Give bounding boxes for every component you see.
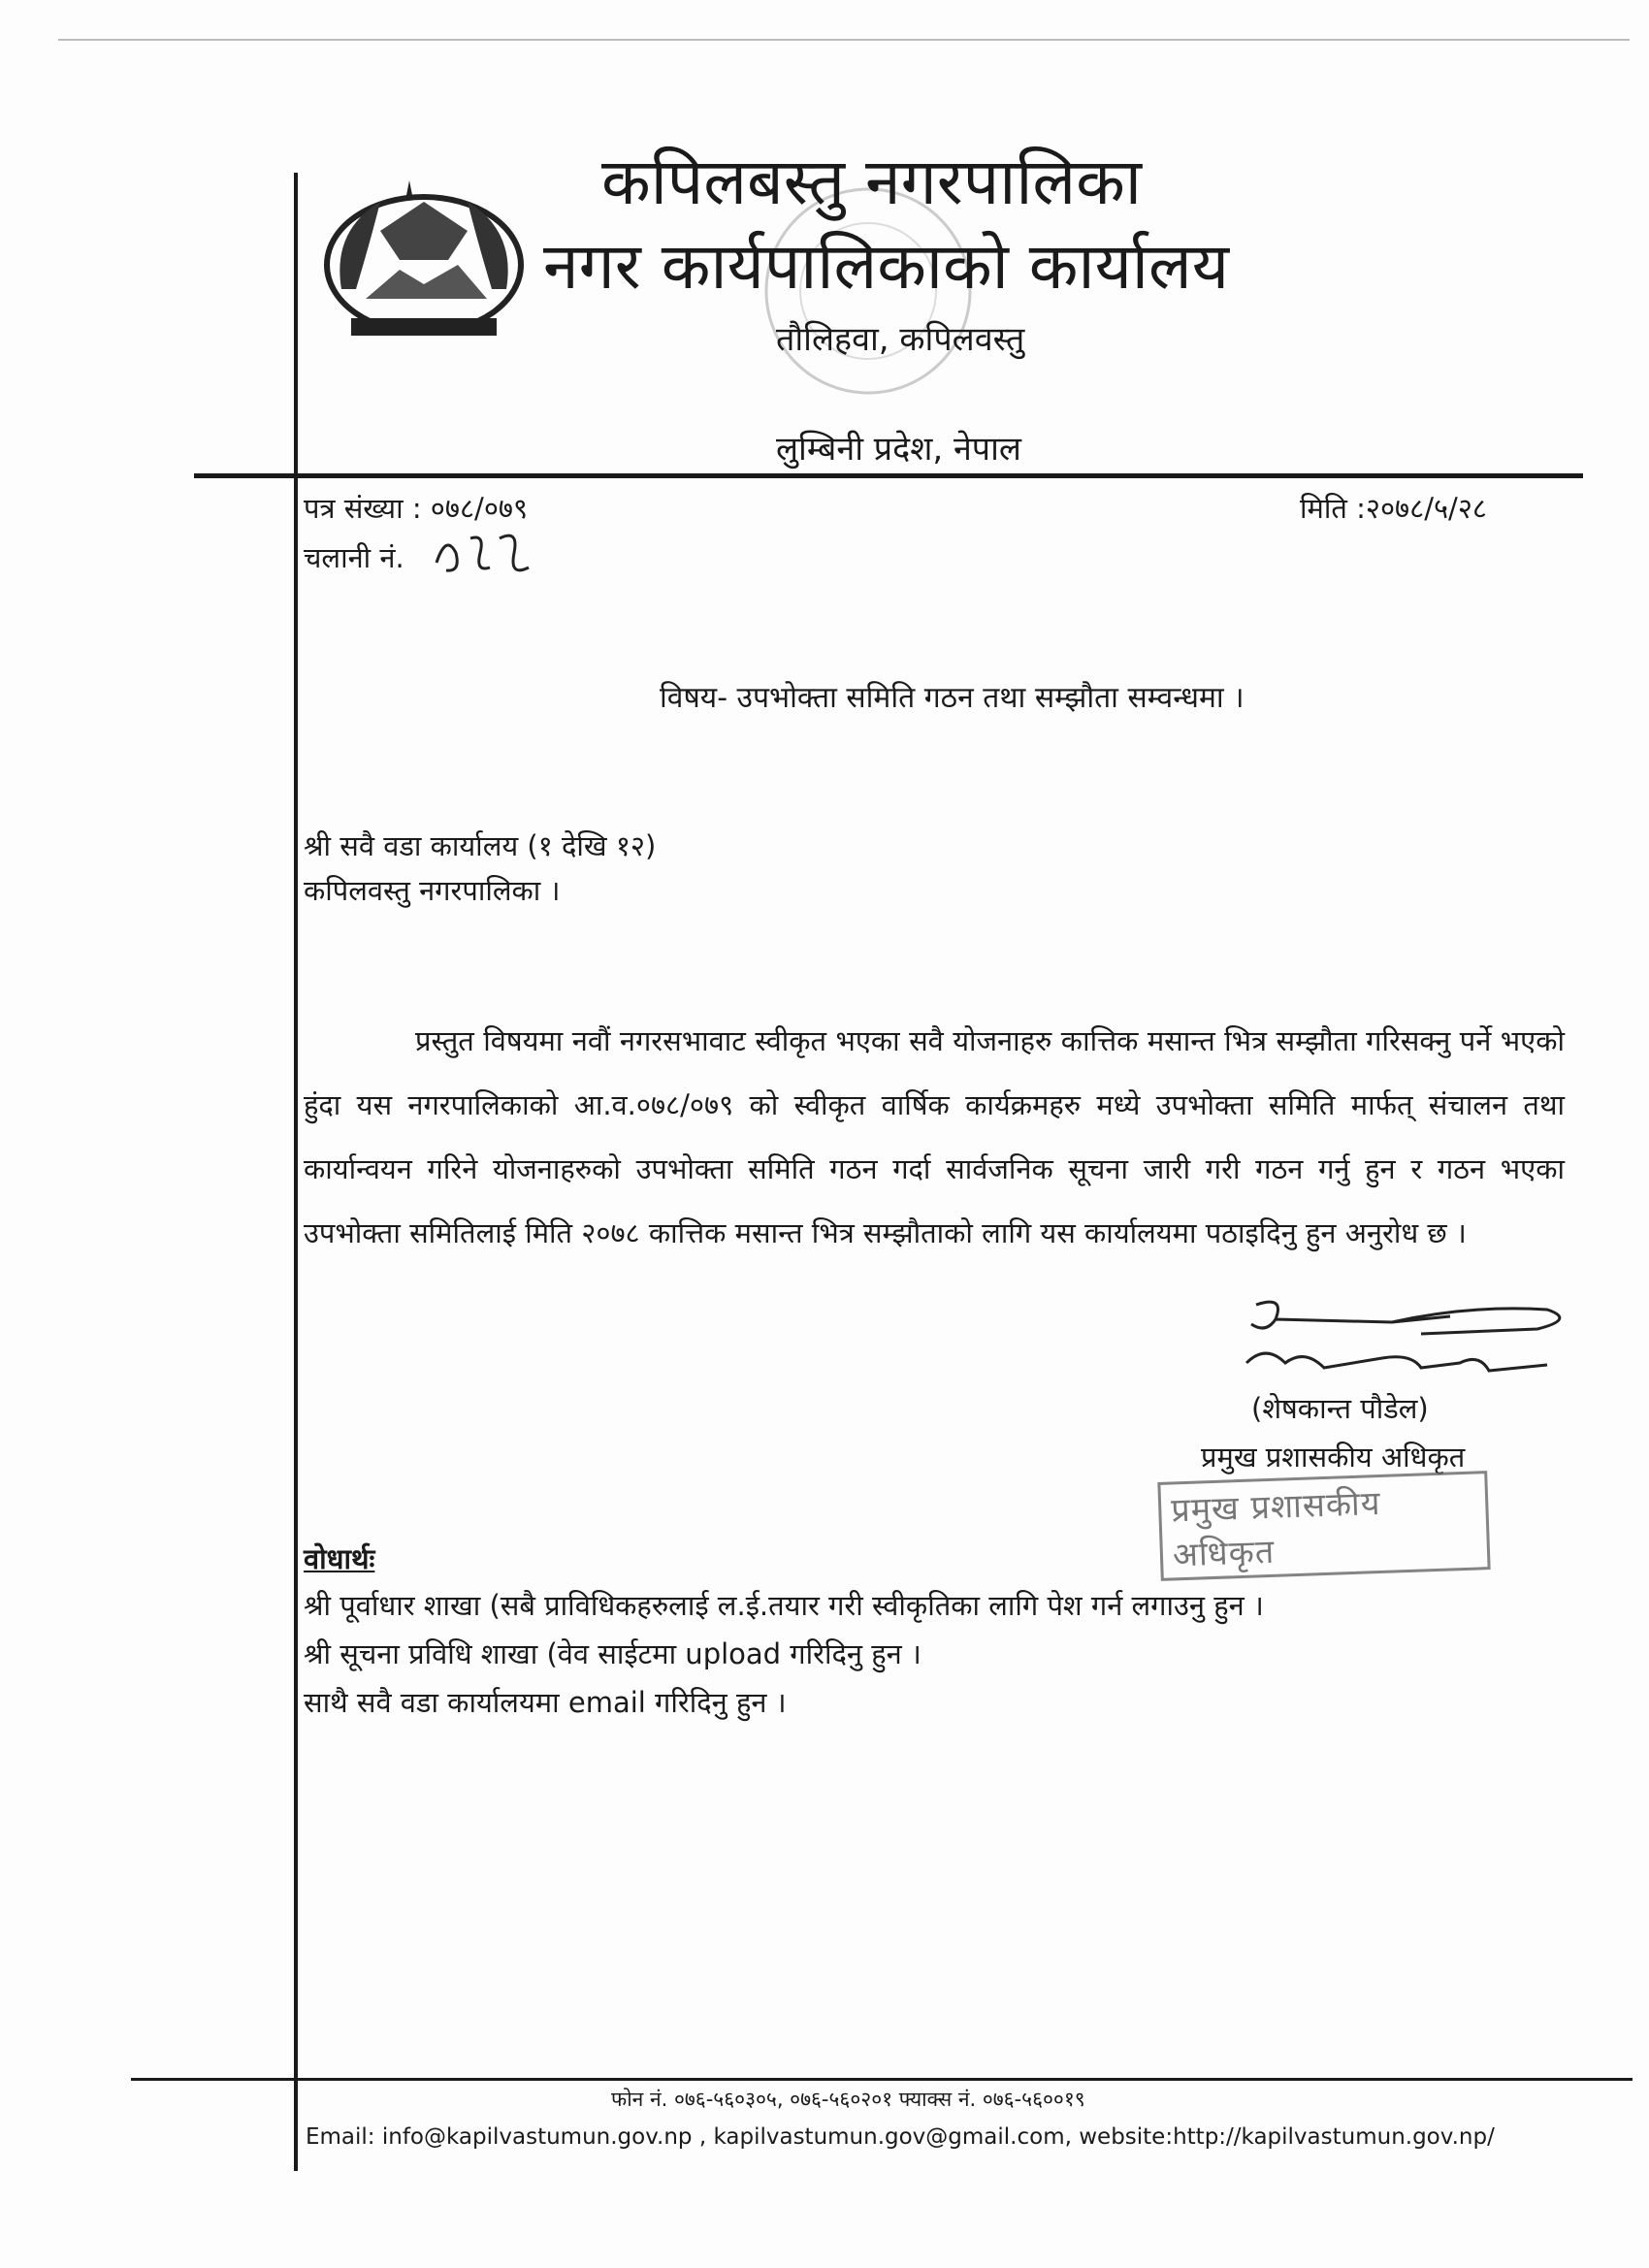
handwritten-signature <box>1227 1295 1596 1392</box>
footer-phone: फोन नं. ०७६-५६०३०५, ०७६-५६०२०१ फ्याक्स नं. ०७६-५६००१९ <box>611 2088 1085 2111</box>
reference-number: पत्र संख्या : ०७८/०७९ <box>304 492 529 525</box>
address-province: लुम्बिनी प्रदेश, नेपाल <box>776 430 1021 469</box>
cc-line-2: श्री सूचना प्रविधि शाखा (वेव साईटमा upload गरिदिनु हुन । <box>304 1637 922 1670</box>
signatory-title: प्रमुख प्रशासकीय अधिकृत <box>1201 1441 1466 1474</box>
designation-stamp-text: प्रमुख प्रशासकीय अधिकृत <box>1157 1471 1490 1581</box>
body-paragraph: प्रस्तुत विषयमा नवौं नगरसभावाट स्वीकृत भएका सवै योजनाहरु कात्तिक मसान्त भित्र सम्झौता गरिसक्नु पर्ने भएको हुंदा यस नगरपालिकाको आ.व.०७८/०७९ को स्वीकृत वार्षिक कार्यक्रमहरु मध्ये उपभोक्ता समिति मार्फत् संचालन तथा कार्यान्वयन गरिने योजनाहरुको उपभोक्ता समिति गठन गर्दा सार्वजनिक सूचना जारी गरी गठन गर्नु हुन र गठन भएका उपभोक्ता समितिलाई मिति २०७८ कात्तिक मसान्त भित्र सम्झौताको लागि यस कार्यालयमा पठाइदिनु हुन अनुरोध छ । <box>304 1024 1565 1249</box>
cc-line-1: श्री पूर्वाधार शाखा (सबै प्राविधिकहरुलाई ल.ई.तयार गरी स्वीकृतिका लागि पेश गर्न लगाउनु हुन । <box>304 1589 1264 1622</box>
handwritten-dispatch-number <box>427 524 543 582</box>
office-name: नगर कार्यपालिकाको कार्यालय <box>543 229 1229 304</box>
signatory-name: (शेषकान्त पौडेल) <box>1251 1392 1429 1425</box>
letter-subject: विषय- उपभोक्ता समिति गठन तथा सम्झौता सम्वन्धमा । <box>660 681 1245 715</box>
recipient-line-1: श्री सवै वडा कार्यालय (१ देखि १२) <box>304 829 657 862</box>
header-divider <box>194 473 1583 478</box>
address-city: तौलिहवा, कपिलवस्तु <box>776 320 1025 359</box>
margin-vertical-rule <box>294 173 298 2171</box>
footer-divider <box>131 2078 1633 2081</box>
dispatch-label: चलानी नं. <box>304 541 404 574</box>
designation-stamp <box>1159 1476 1489 1575</box>
top-edge-line <box>58 39 1630 41</box>
cc-heading: वोधार्थः <box>304 1542 375 1575</box>
cc-line-3: साथै सवै वडा कार्यालयमा email गरिदिनु हुन । <box>304 1686 787 1719</box>
nepal-emblem-icon <box>312 173 535 347</box>
letter-body <box>304 1009 1565 1265</box>
municipality-name: कपिलबस्तु नगरपालिका <box>601 145 1142 219</box>
letter-date: मिति :२०७८/५/२८ <box>1300 492 1487 525</box>
recipient-line-2: कपिलवस्तु नगरपालिका । <box>304 874 561 907</box>
footer-email: Email: info@kapilvastumun.gov.np , kapilvastumun.gov@gmail.com, website:http://kapilvastumun.gov.np/ <box>306 2124 1495 2150</box>
